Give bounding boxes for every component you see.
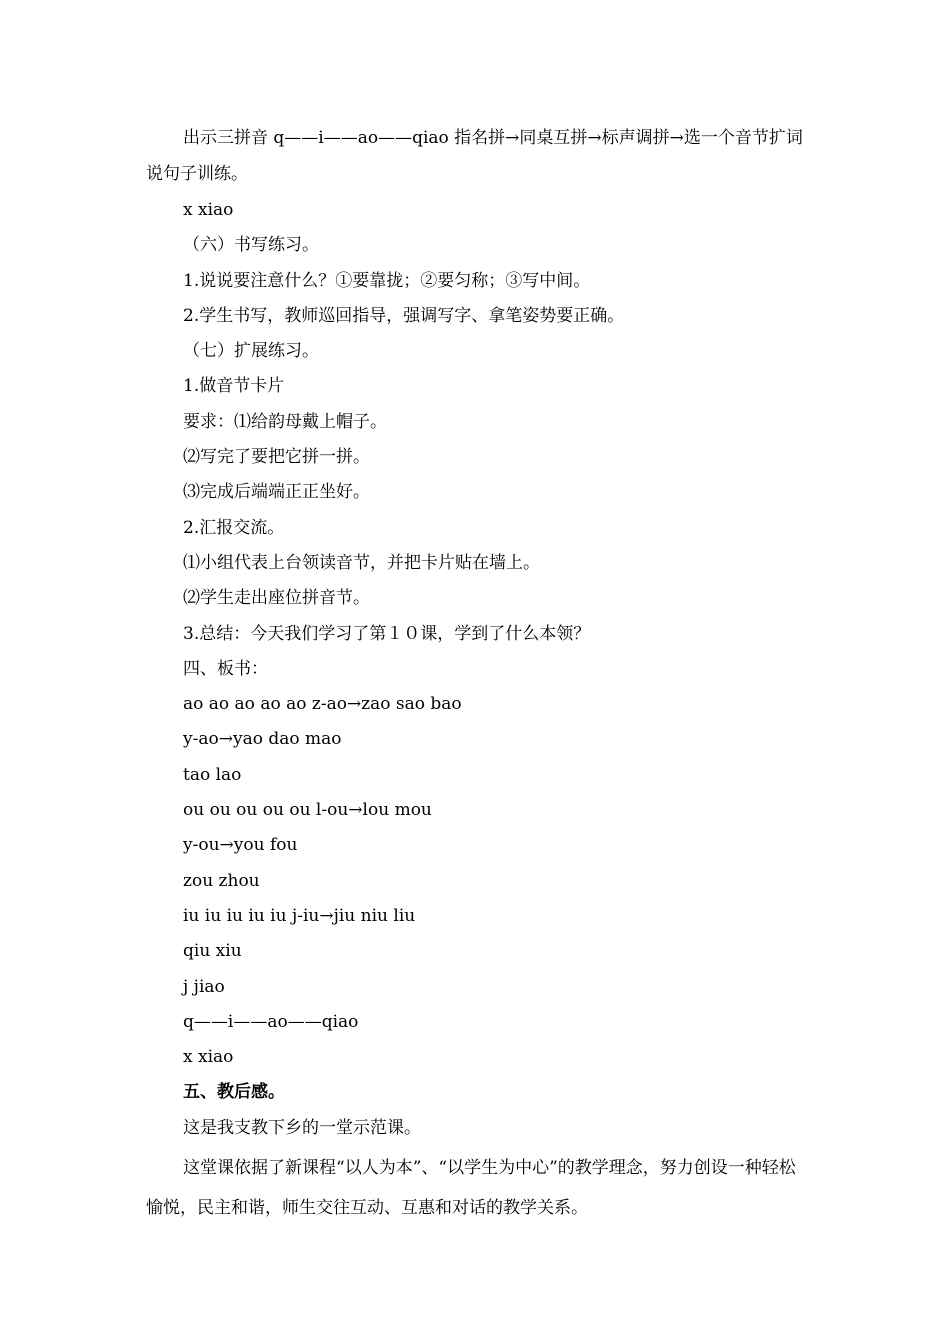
section-heading-extension-practice: （七）扩展练习。: [183, 341, 319, 362]
paragraph-requirement-1: 要求：⑴给韵母戴上帽子。: [183, 411, 387, 432]
paragraph-report-1: ⑴小组代表上台领读音节，并把卡片贴在墙上。: [183, 552, 540, 573]
section-heading-writing-practice: （六）书写练习。: [183, 235, 319, 256]
paragraph-three-spell-intro: 出示三拼音 q——i——ao——qiao 指名拼→同桌互拼→标声调拼→选一个音节扩词说句子训练。: [146, 128, 803, 184]
paragraph-reflection-1: 这是我支教下乡的一堂示范课。: [183, 1117, 421, 1138]
paragraph-report-2: ⑵学生走出座位拼音节。: [183, 588, 370, 609]
blackboard-line-qiao: q——i——ao——qiao: [183, 1011, 359, 1032]
paragraph-extension-point-1: 1.做音节卡片: [183, 376, 285, 397]
section-heading-reflection: 五、教后感。: [183, 1082, 285, 1103]
blackboard-line-qiu: qiu xiu: [183, 941, 242, 962]
section-heading-blackboard: 四、板书：: [183, 658, 268, 679]
blackboard-line-jiao: j jiao: [183, 976, 225, 997]
blackboard-line-you: y-ou→you fou: [183, 835, 298, 856]
paragraph-extension-point-2: 2.汇报交流。: [183, 517, 285, 538]
blackboard-line-iu: iu iu iu iu iu j-iu→jiu niu liu: [183, 905, 416, 926]
blackboard-line-ao: ao ao ao ao ao z-ao→zao sao bao: [183, 694, 462, 715]
document-body: [146, 120, 808, 1228]
blackboard-line-ou: ou ou ou ou ou l-ou→lou mou: [183, 800, 432, 821]
paragraph-reflection-2: 这堂课依据了新课程“以人为本”、“以学生为中心”的教学理念，努力创设一种轻松愉悦，民主和谐，师生交往互动、互惠和对话的教学关系。: [146, 1158, 796, 1219]
paragraph-writing-point-2: 2.学生书写，教师巡回指导，强调写字、拿笔姿势要正确。: [183, 305, 625, 326]
blackboard-line-xiao: x xiao: [183, 1047, 234, 1068]
blackboard-line-zou: zou zhou: [183, 870, 260, 891]
blackboard-line-tao: tao lao: [183, 764, 242, 785]
paragraph-x-xiao: x xiao: [183, 200, 234, 220]
paragraph-extension-point-3: 3.总结：今天我们学习了第１０课，学到了什么本领？: [183, 623, 591, 644]
paragraph-writing-point-1: 1.说说要注意什么？①要靠拢；②要匀称；③写中间。: [183, 270, 591, 291]
blackboard-line-yao: y-ao→yao dao mao: [183, 729, 342, 750]
paragraph-requirement-3: ⑶完成后端端正正坐好。: [183, 482, 370, 503]
paragraph-requirement-2: ⑵写完了要把它拼一拼。: [183, 447, 370, 468]
